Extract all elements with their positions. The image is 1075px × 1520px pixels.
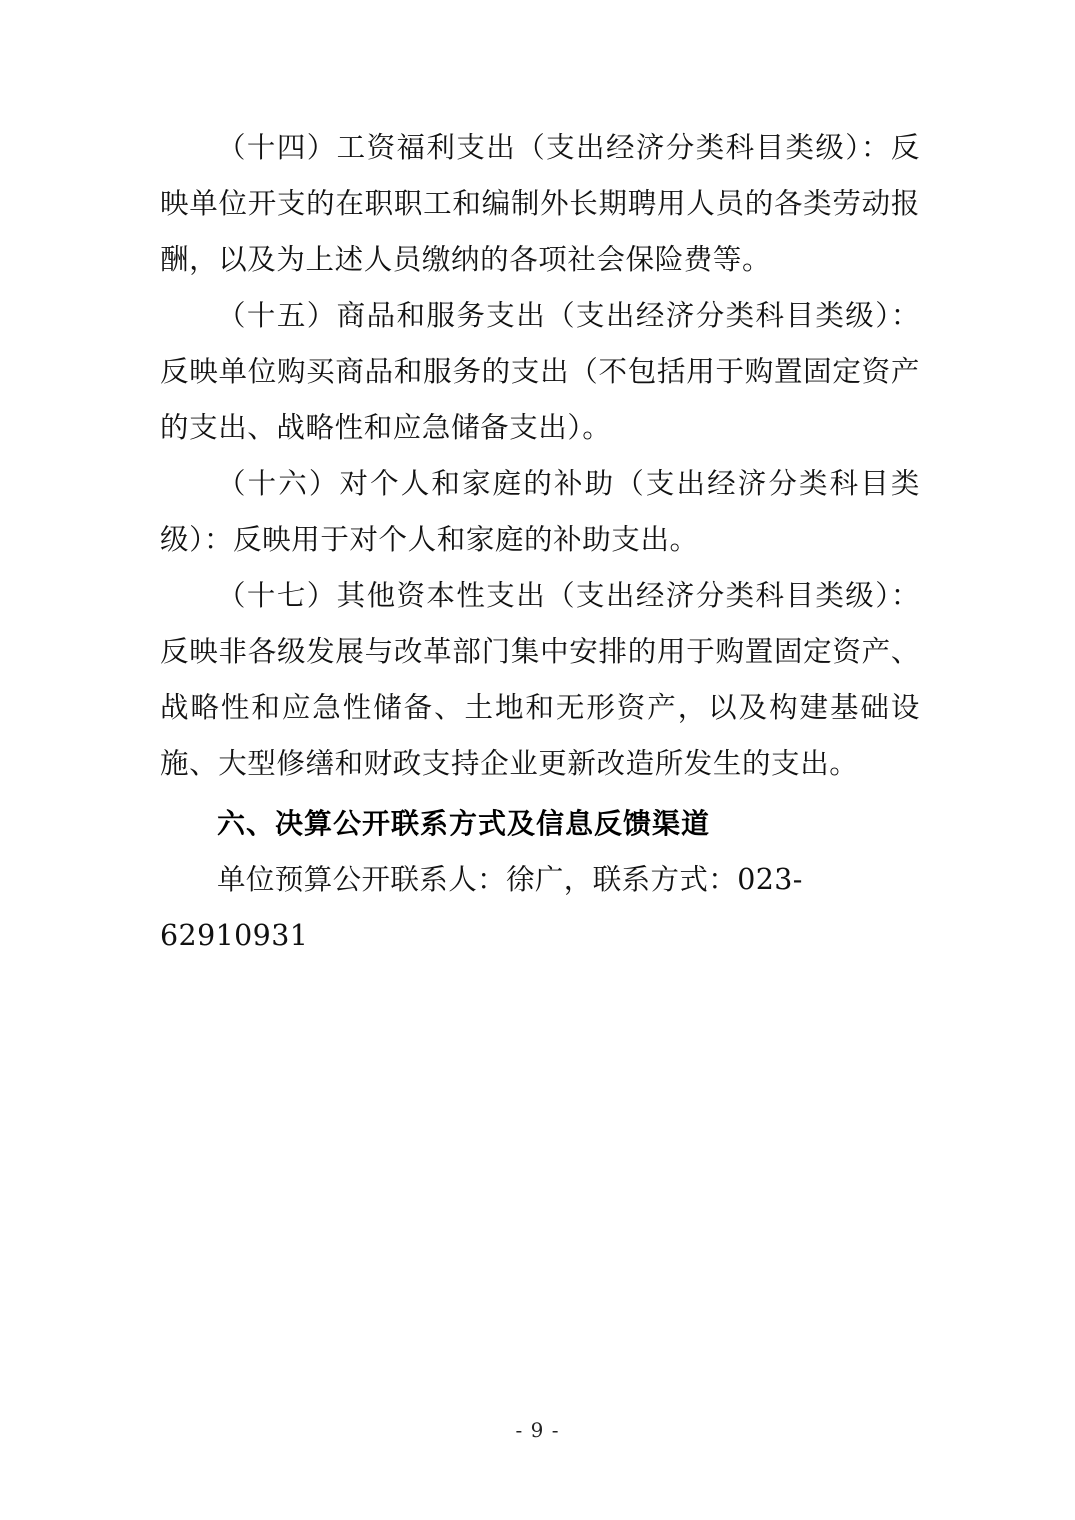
paragraph-item-17: （十七）其他资本性支出（支出经济分类科目类级）：反映非各级发展与改革部门集中安排的用于购置固定资产、战略性和应急性储备、土地和无形资产，以及构建基础设施、大型修缮和财政支持企业更新改造所发生的支出。 <box>160 579 920 780</box>
paragraph-item-15: （十五）商品和服务支出（支出经济分类科目类级）：反映单位购买商品和服务的支出（不包括用于购置固定资产的支出、战略性和应急储备支出）。 <box>160 299 920 444</box>
page-number-footer: - 9 - <box>515 1418 560 1442</box>
page-content <box>160 120 920 964</box>
paragraph-item-16: （十六）对个人和家庭的补助（支出经济分类科目类级）：反映用于对个人和家庭的补助支出。 <box>160 467 920 556</box>
section-heading-six: 六、决算公开联系方式及信息反馈渠道 <box>217 807 711 840</box>
paragraph-item-14: （十四）工资福利支出（支出经济分类科目类级）：反映单位开支的在职职工和编制外长期聘用人员的各类劳动报酬，以及为上述人员缴纳的各项社会保险费等。 <box>160 131 920 276</box>
contact-line: 单位预算公开联系人：徐广，联系方式：023-62910931 <box>160 863 803 952</box>
